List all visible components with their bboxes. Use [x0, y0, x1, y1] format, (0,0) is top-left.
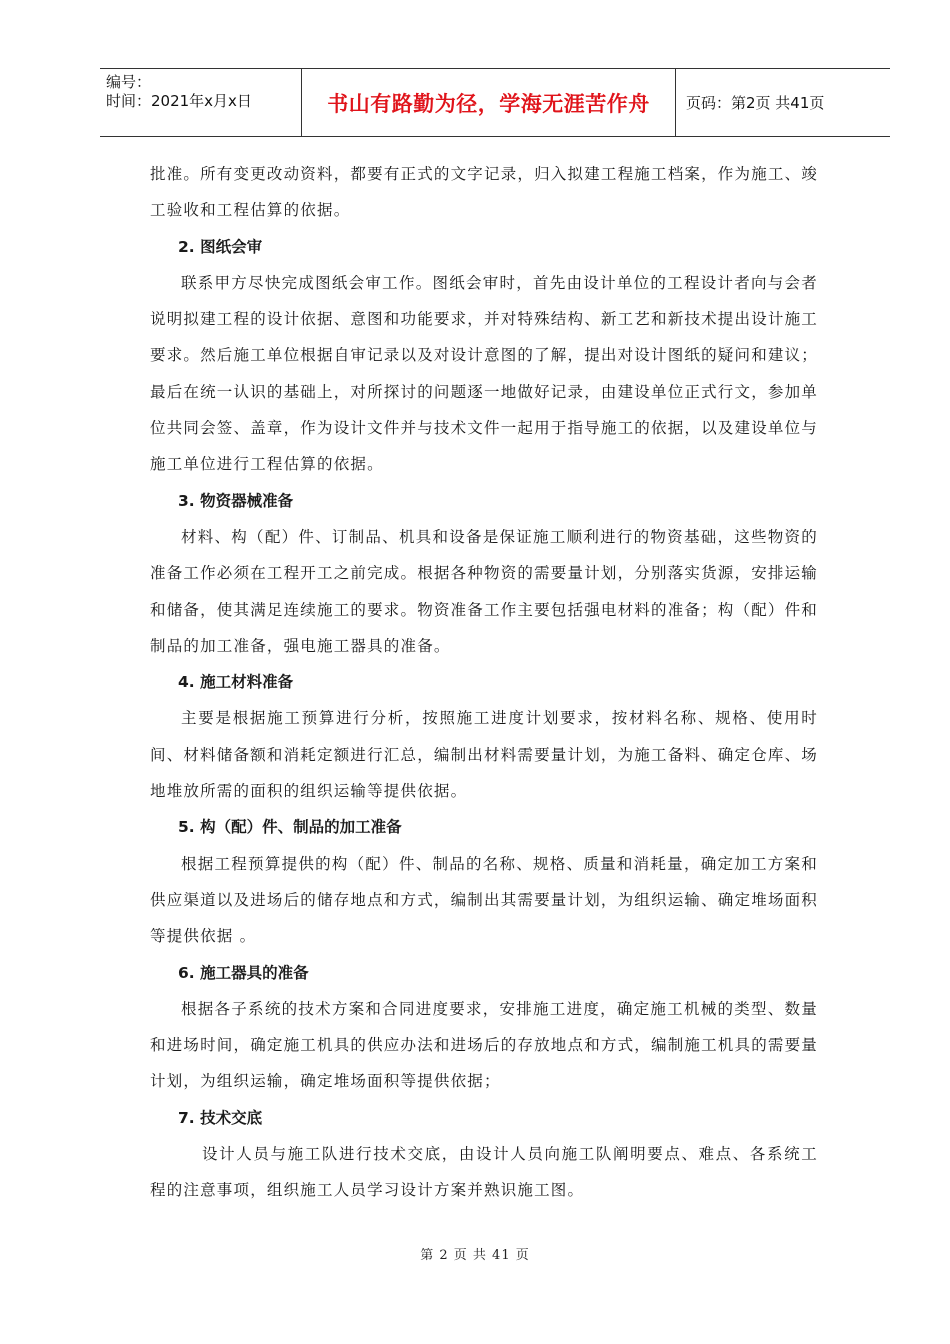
page-footer: 第 2 页 共 41 页	[420, 1248, 530, 1263]
page-header	[100, 68, 890, 137]
header-motto: 书山有路勤为径，学海无涯苦作舟	[302, 69, 676, 136]
section-5-heading: 5. 构（配）件、制品的加工准备	[178, 818, 402, 837]
document-body	[150, 156, 818, 1209]
section-7-paragraph: 设计人员与施工队进行技术交底，由设计人员向施工队阐明要点、难点、各系统工程的注意事项，组织施工人员学习设计方案并熟识施工图。	[150, 1145, 818, 1200]
header-meta	[100, 69, 302, 136]
section-5-paragraph: 根据工程预算提供的构（配）件、制品的名称、规格、质量和消耗量，确定加工方案和供应渠道以及进场后的储存地点和方式，编制出其需要量计划，为组织运输、确定堆场面积等提供依据 。	[150, 854, 819, 946]
section-3-paragraph: 材料、构（配）件、订制品、机具和设备是保证施工顺利进行的物资基础，这些物资的准备工作必须在工程开工之前完成。根据各种物资的需要量计划，分别落实货源，安排运输和储备，使其满足连续施工的要求。物资准备工作主要包括强电材料的准备；构（配）件和制品的加工准备，强电施工器具的准备。	[150, 527, 819, 655]
section-2-heading: 2. 图纸会审	[178, 237, 263, 256]
section-4-paragraph: 主要是根据施工预算进行分析，按照施工进度计划要求，按材料名称、规格、使用时间、材料储备额和消耗定额进行汇总，编制出材料需要量计划，为施工备料、确定仓库、场地堆放所需的面积的组织运输等提供依据。	[150, 709, 819, 801]
section-2-paragraph: 联系甲方尽快完成图纸会审工作。图纸会审时，首先由设计单位的工程设计者向与会者说明拟建工程的设计依据、意图和功能要求，并对特殊结构、新工艺和新技术提出设计施工要求。然后施工单位根据自审记录以及对设计意图的了解，提出对设计图纸的疑问和建议；最后在统一认识的基础上，对所探讨的问题逐一地做好记录，由建设单位正式行文，参加单位共同会签、盖章，作为设计文件并与技术文件一起用于指导施工的依据，以及建设单位与施工单位进行工程估算的依据。	[150, 273, 819, 474]
document-number-label: 编号：	[106, 73, 152, 91]
section-6-heading: 6. 施工器具的准备	[178, 963, 309, 982]
section-7-heading: 7. 技术交底	[178, 1108, 263, 1127]
document-time: 时间：2021年x月x日	[106, 92, 252, 110]
section-6-paragraph: 根据各子系统的技术方案和合同进度要求，安排施工进度，确定施工机械的类型、数量和进场时间，确定施工机具的供应办法和进场后的存放地点和方式，编制施工机具的需要量计划，为组织运输，确定堆场面积等提供依据；	[150, 999, 819, 1091]
section-4-heading: 4. 施工材料准备	[178, 673, 294, 692]
intro-paragraph: 批准。所有变更改动资料，都要有正式的文字记录，归入拟建工程施工档案，作为施工、竣工验收和工程估算的依据。	[150, 165, 819, 220]
header-page-info: 页码：第2页 共41页	[686, 94, 825, 112]
section-3-heading: 3. 物资器械准备	[178, 491, 294, 510]
